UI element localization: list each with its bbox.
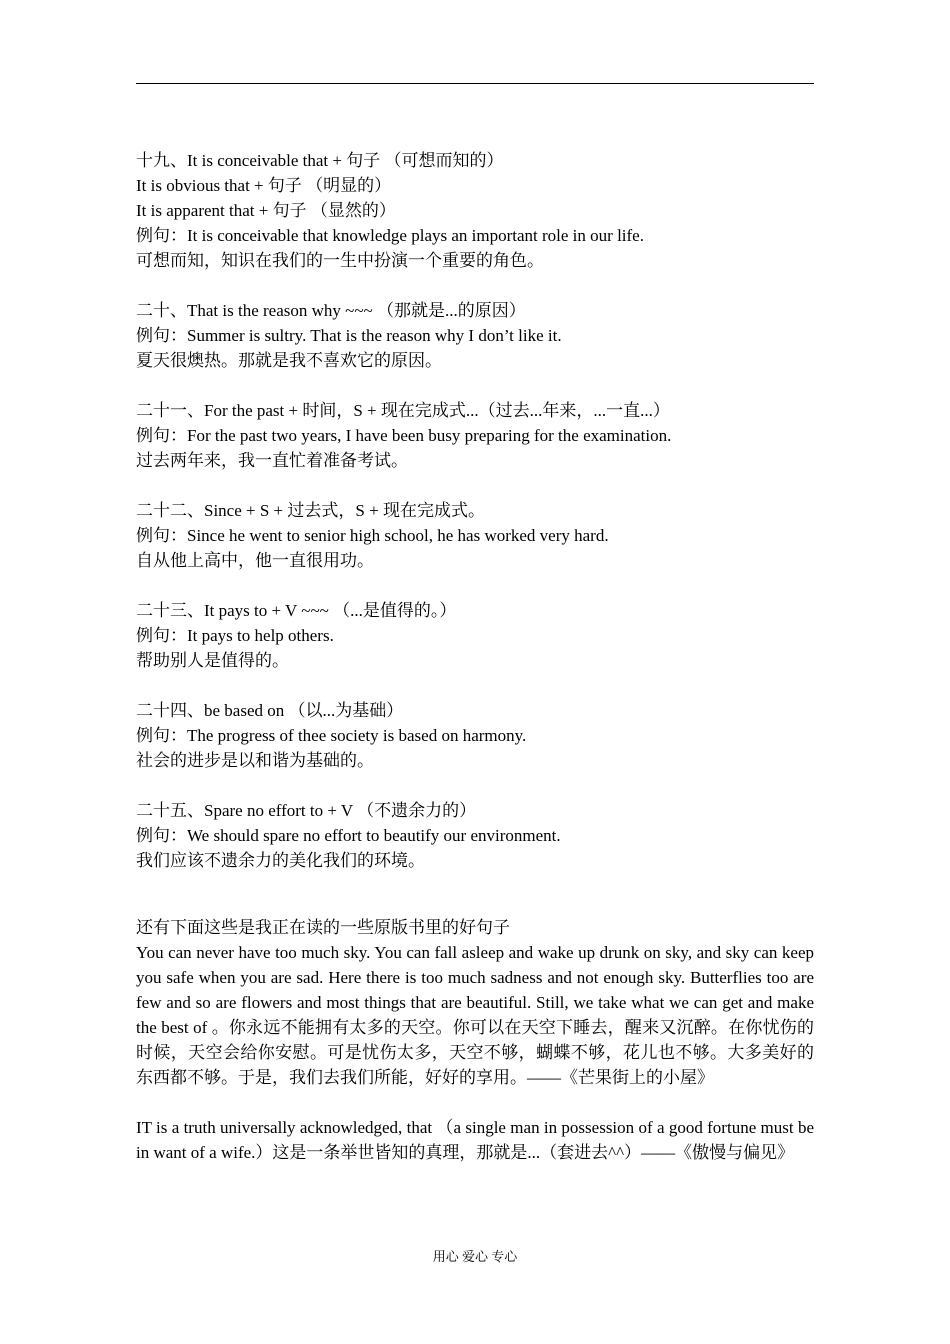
section-21: [136, 398, 814, 473]
spacer: [136, 773, 814, 798]
section-title: 十九、It is conceivable that + 句子 （可想而知的）: [136, 151, 504, 170]
section-title: 二十三、It pays to + V ~~~ （...是值得的。）: [136, 601, 457, 620]
spacer: [136, 473, 814, 498]
translation: 我们应该不遗余力的美化我们的环境。: [136, 851, 425, 870]
section-title: 二十、That is the reason why ~~~ （那就是...的原因）: [136, 301, 526, 320]
translation: 可想而知，知识在我们的一生中扮演一个重要的角色。: [136, 251, 544, 270]
translation: 自从他上高中，他一直很用功。: [136, 551, 374, 570]
spacer: [136, 273, 814, 298]
section-24: [136, 698, 814, 773]
section-22: [136, 498, 814, 573]
spacer: [136, 673, 814, 698]
section-title: 二十二、Since + S + 过去式，S + 现在完成式。: [136, 501, 485, 520]
section-title: 二十五、Spare no effort to + V （不遗余力的）: [136, 801, 477, 820]
spacer: [136, 373, 814, 398]
example-sentence: 例句：It pays to help others.: [136, 626, 334, 645]
quote-mango-street: You can never have too much sky. You can fall asleep and wake up drunk on sky, and sky can keep you safe when you are sad. Here there is too much sadness and not enough sky. Butterflies too are few and so are flowers and most things that are beautiful. Still, we take what we can get and make the best of 。你永远不能拥有太多的天空。你可以在天空下睡去，醒来又沉醉。在你忧伤的时候，天空会给你安慰。可是忧伤太多，天空不够，蝴蝶不够，花儿也不够。大多美好的东西都不够。于是，我们去我们所能，好好的享用。——《芒果街上的小屋》: [136, 943, 814, 1087]
header-rule: [136, 83, 814, 84]
translation: 过去两年来，我一直忙着准备考试。: [136, 451, 408, 470]
section-23: [136, 598, 814, 673]
example-sentence: 例句：Since he went to senior high school, he has worked very hard.: [136, 526, 609, 545]
pattern-line: It is obvious that + 句子 （明显的）: [136, 176, 392, 195]
section-25: [136, 798, 814, 873]
spacer: [136, 573, 814, 598]
section-title: 二十四、be based on （以...为基础）: [136, 701, 404, 720]
spacer: [136, 1090, 814, 1115]
extra-quotes: [136, 915, 814, 1165]
translation: 帮助别人是值得的。: [136, 651, 289, 670]
example-sentence: 例句：It is conceivable that knowledge plays an important role in our life.: [136, 226, 644, 245]
section-19: [136, 148, 814, 273]
document-body: [136, 148, 814, 1165]
section-title: 二十一、For the past + 时间，S + 现在完成式...（过去...年来，...一直...）: [136, 401, 670, 420]
page-footer: 用心 爱心 专心: [432, 1249, 518, 1264]
example-sentence: 例句：Summer is sultry. That is the reason why I don’t like it.: [136, 326, 562, 345]
section-20: [136, 298, 814, 373]
translation: 社会的进步是以和谐为基础的。: [136, 751, 374, 770]
quote-pride-and-prejudice: IT is a truth universally acknowledged, that （a single man in possession of a good fortune must be in want of a wife.）这是一条举世皆知的真理，那就是...（套进去^^）——《傲慢与偏见》: [136, 1118, 814, 1162]
example-sentence: 例句：The progress of thee society is based on harmony.: [136, 726, 527, 745]
extra-heading: 还有下面这些是我正在读的一些原版书里的好句子: [136, 918, 510, 937]
spacer: [136, 873, 814, 915]
example-sentence: 例句：We should spare no effort to beautify our environment.: [136, 826, 561, 845]
pattern-line: It is apparent that + 句子 （显然的）: [136, 201, 396, 220]
translation: 夏天很燠热。那就是我不喜欢它的原因。: [136, 351, 442, 370]
example-sentence: 例句：For the past two years, I have been busy preparing for the examination.: [136, 426, 672, 445]
